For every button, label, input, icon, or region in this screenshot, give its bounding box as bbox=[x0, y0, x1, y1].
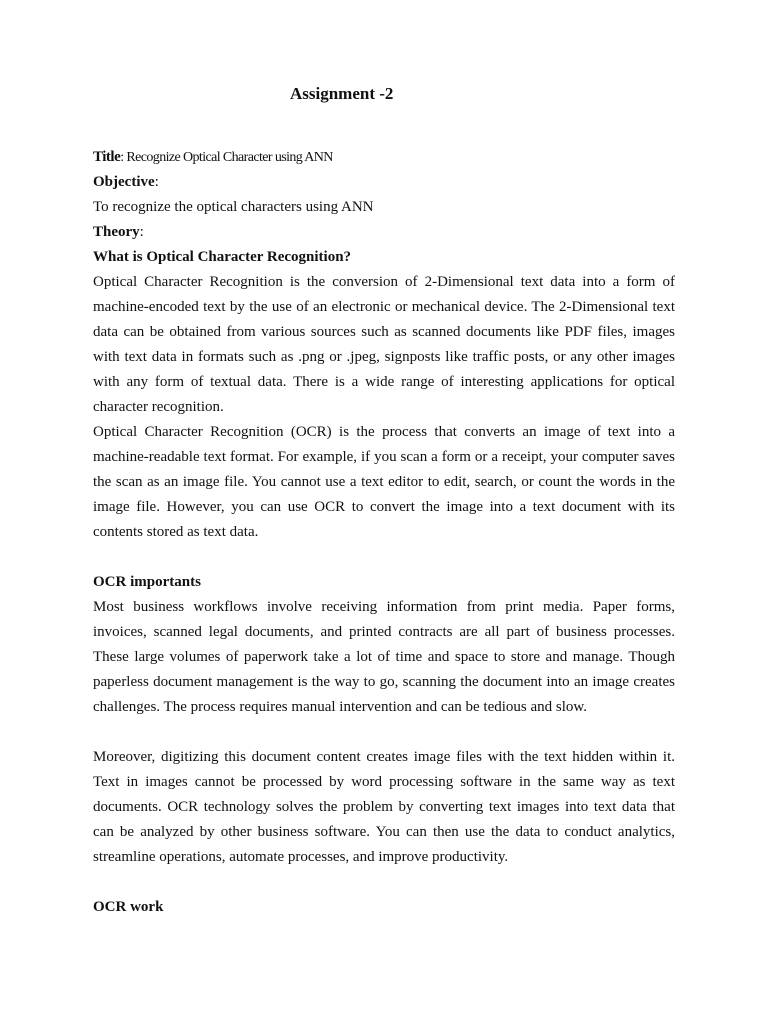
section-heading-ocr-work: OCR work bbox=[93, 899, 164, 915]
theory-colon: : bbox=[139, 224, 144, 240]
document-heading: Assignment -2 bbox=[290, 84, 394, 103]
theory-label: Theory bbox=[93, 224, 140, 240]
theory-line bbox=[93, 220, 675, 245]
paragraph-digitizing: Moreover, digitizing this document content creates image files with the text hidden within it. Text in images cannot be processed by word processing software in the same way as text documents. OCR technology solves the problem by converting text images into text data that can be analyzed by other business software. You can then use the data to conduct analytics, streamline operations, automate processes, and improve productivity. bbox=[93, 749, 675, 865]
spacer bbox=[93, 870, 675, 895]
objective-line bbox=[93, 170, 675, 195]
section-heading-ocr-importants: OCR importants bbox=[93, 574, 201, 590]
objective-label: Objective bbox=[93, 174, 155, 190]
document-body bbox=[93, 145, 675, 920]
objective-text: To recognize the optical characters using ANN bbox=[93, 199, 374, 215]
section-heading-what-is-ocr: What is Optical Character Recognition? bbox=[93, 249, 352, 265]
title-line bbox=[93, 145, 675, 170]
spacer bbox=[93, 720, 675, 745]
spacer bbox=[93, 545, 675, 570]
paragraph-ocr-process: Optical Character Recognition (OCR) is the process that converts an image of text into a machine-readable text format. For example, if you scan a form or a receipt, your computer saves the scan as an image file. You cannot use a text editor to edit, search, or count the words in the image file. However, you can use OCR to convert the image into a text document with its contents stored as text data. bbox=[93, 424, 675, 540]
objective-colon: : bbox=[154, 174, 159, 190]
paragraph-business-workflows: Most business workflows involve receiving information from print media. Paper forms, invoices, scanned legal documents, and printed contracts are all part of business processes. These large volumes of paperwork take a lot of time and space to store and manage. Though paperless document management is the way to go, scanning the document into an image creates challenges. The process requires manual intervention and can be tedious and slow. bbox=[93, 599, 675, 715]
title-value: : Recognize Optical Character using ANN bbox=[120, 150, 333, 165]
title-label: Title bbox=[93, 149, 121, 165]
paragraph-ocr-definition: Optical Character Recognition is the conversion of 2-Dimensional text data into a form of machine-encoded text by the use of an electronic or mechanical device. The 2-Dimensional text data can be obtained from various sources such as scanned documents like PDF files, images with text data in formats such as .png or .jpeg, signposts like traffic posts, or any other images with any form of textual data. There is a wide range of interesting applications for optical character recognition. bbox=[93, 274, 675, 415]
